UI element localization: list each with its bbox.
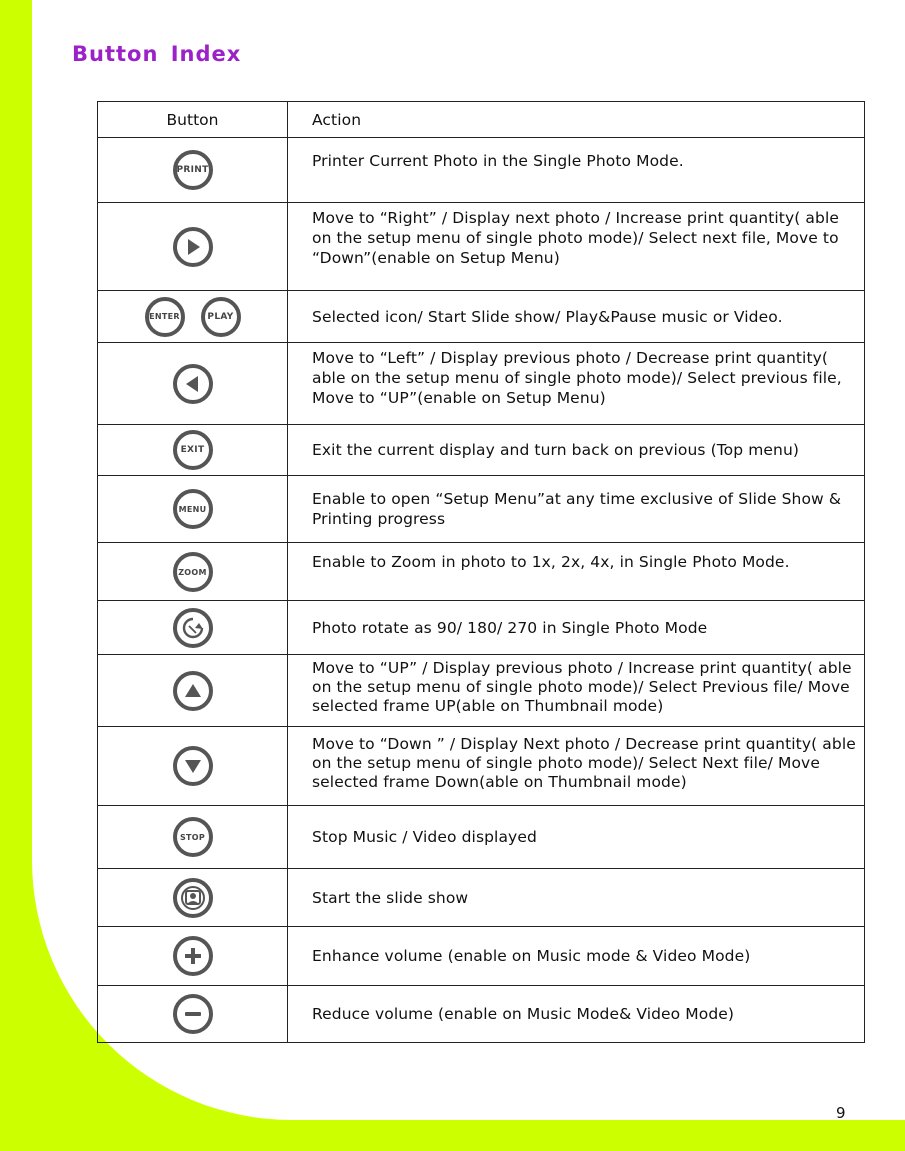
table-row: [98, 475, 864, 542]
enter-icon: ENTER: [145, 297, 185, 337]
action-cell: Printer Current Photo in the Single Photo Mode.: [312, 152, 684, 170]
zoom-icon: ZOOM: [173, 552, 213, 592]
action-cell: Stop Music / Video displayed: [312, 828, 537, 846]
right-arrow-icon: [173, 227, 213, 267]
up-arrow-icon: [173, 671, 213, 711]
table-row: [98, 868, 864, 926]
table-row: [98, 542, 864, 600]
button-cell: [98, 727, 288, 805]
table-row: [98, 342, 864, 424]
action-cell: Enhance volume (enable on Music mode & Video Mode): [312, 947, 751, 965]
slideshow-icon: [173, 878, 213, 918]
button-cell: [98, 927, 288, 985]
play-icon: PLAY: [201, 297, 241, 337]
action-cell: Photo rotate as 90/ 180/ 270 in Single Photo Mode: [312, 618, 708, 637]
button-cell: [98, 806, 288, 868]
rotate-icon: [173, 608, 213, 648]
table-row: [98, 654, 864, 726]
button-index-table: [97, 101, 865, 1043]
button-cell: [98, 543, 288, 600]
button-cell: [98, 869, 288, 926]
menu-icon: MENU: [173, 489, 213, 529]
button-cell: [98, 425, 288, 475]
table-header-row: [98, 102, 864, 137]
action-cell: Selected icon/ Start Slide show/ Play&Pause music or Video.: [312, 307, 783, 326]
table-row: [98, 985, 864, 1042]
table-row: [98, 726, 864, 805]
button-cell: [98, 203, 288, 290]
action-cell: Exit the current display and turn back on previous (Top menu): [312, 441, 800, 459]
table-row: [98, 137, 864, 202]
action-cell: Enable to Zoom in photo to 1x, 2x, 4x, in Single Photo Mode.: [312, 553, 790, 571]
button-cell: [98, 986, 288, 1042]
table-row: [98, 424, 864, 475]
volume-up-icon: [173, 936, 213, 976]
button-cell: [98, 343, 288, 424]
button-cell: [98, 655, 288, 726]
table-row: [98, 600, 864, 654]
print-icon: PRINT: [173, 150, 213, 190]
header-button: Button: [98, 102, 288, 137]
stop-icon: STOP: [173, 817, 213, 857]
button-cell: [98, 291, 288, 342]
page-title: Button Index: [72, 42, 242, 66]
volume-down-icon: [173, 994, 213, 1034]
page-number: 9: [836, 1104, 846, 1122]
action-cell: Move to “Left” / Display previous photo / Decrease print quantity( able on the setup menu of single photo mode)/ Select previous file, Move to “UP”(enable on Setup Menu): [312, 349, 842, 407]
table-row: [98, 805, 864, 868]
action-cell: Move to “UP” / Display previous photo / Increase print quantity( able on the setup menu of single photo mode)/ Select Previous file/ Move selected frame UP(able on Thumbnail mode): [312, 659, 852, 715]
table-row: [98, 926, 864, 985]
left-arrow-icon: [173, 364, 213, 404]
down-arrow-icon: [173, 746, 213, 786]
exit-icon: EXIT: [173, 430, 213, 470]
action-cell: Reduce volume (enable on Music Mode& Video Mode): [312, 1005, 735, 1023]
button-cell: [98, 476, 288, 542]
table-row: [98, 202, 864, 290]
action-cell: Move to “Right” / Display next photo / Increase print quantity( able on the setup menu of single photo mode)/ Select next file, Move to “Down”(enable on Setup Menu): [312, 209, 840, 267]
action-cell: Start the slide show: [312, 888, 469, 907]
action-cell: Move to “Down ” / Display Next photo / Decrease print quantity( able on the setup menu of single photo mode)/ Select Next file/ Move selected frame Down(able on Thumbnail mode): [312, 735, 856, 791]
header-action: Action: [312, 111, 362, 129]
button-cell: [98, 138, 288, 202]
action-cell: Enable to open “Setup Menu”at any time exclusive of Slide Show & Printing progress: [312, 490, 842, 528]
button-cell: [98, 601, 288, 654]
table-row: [98, 290, 864, 342]
